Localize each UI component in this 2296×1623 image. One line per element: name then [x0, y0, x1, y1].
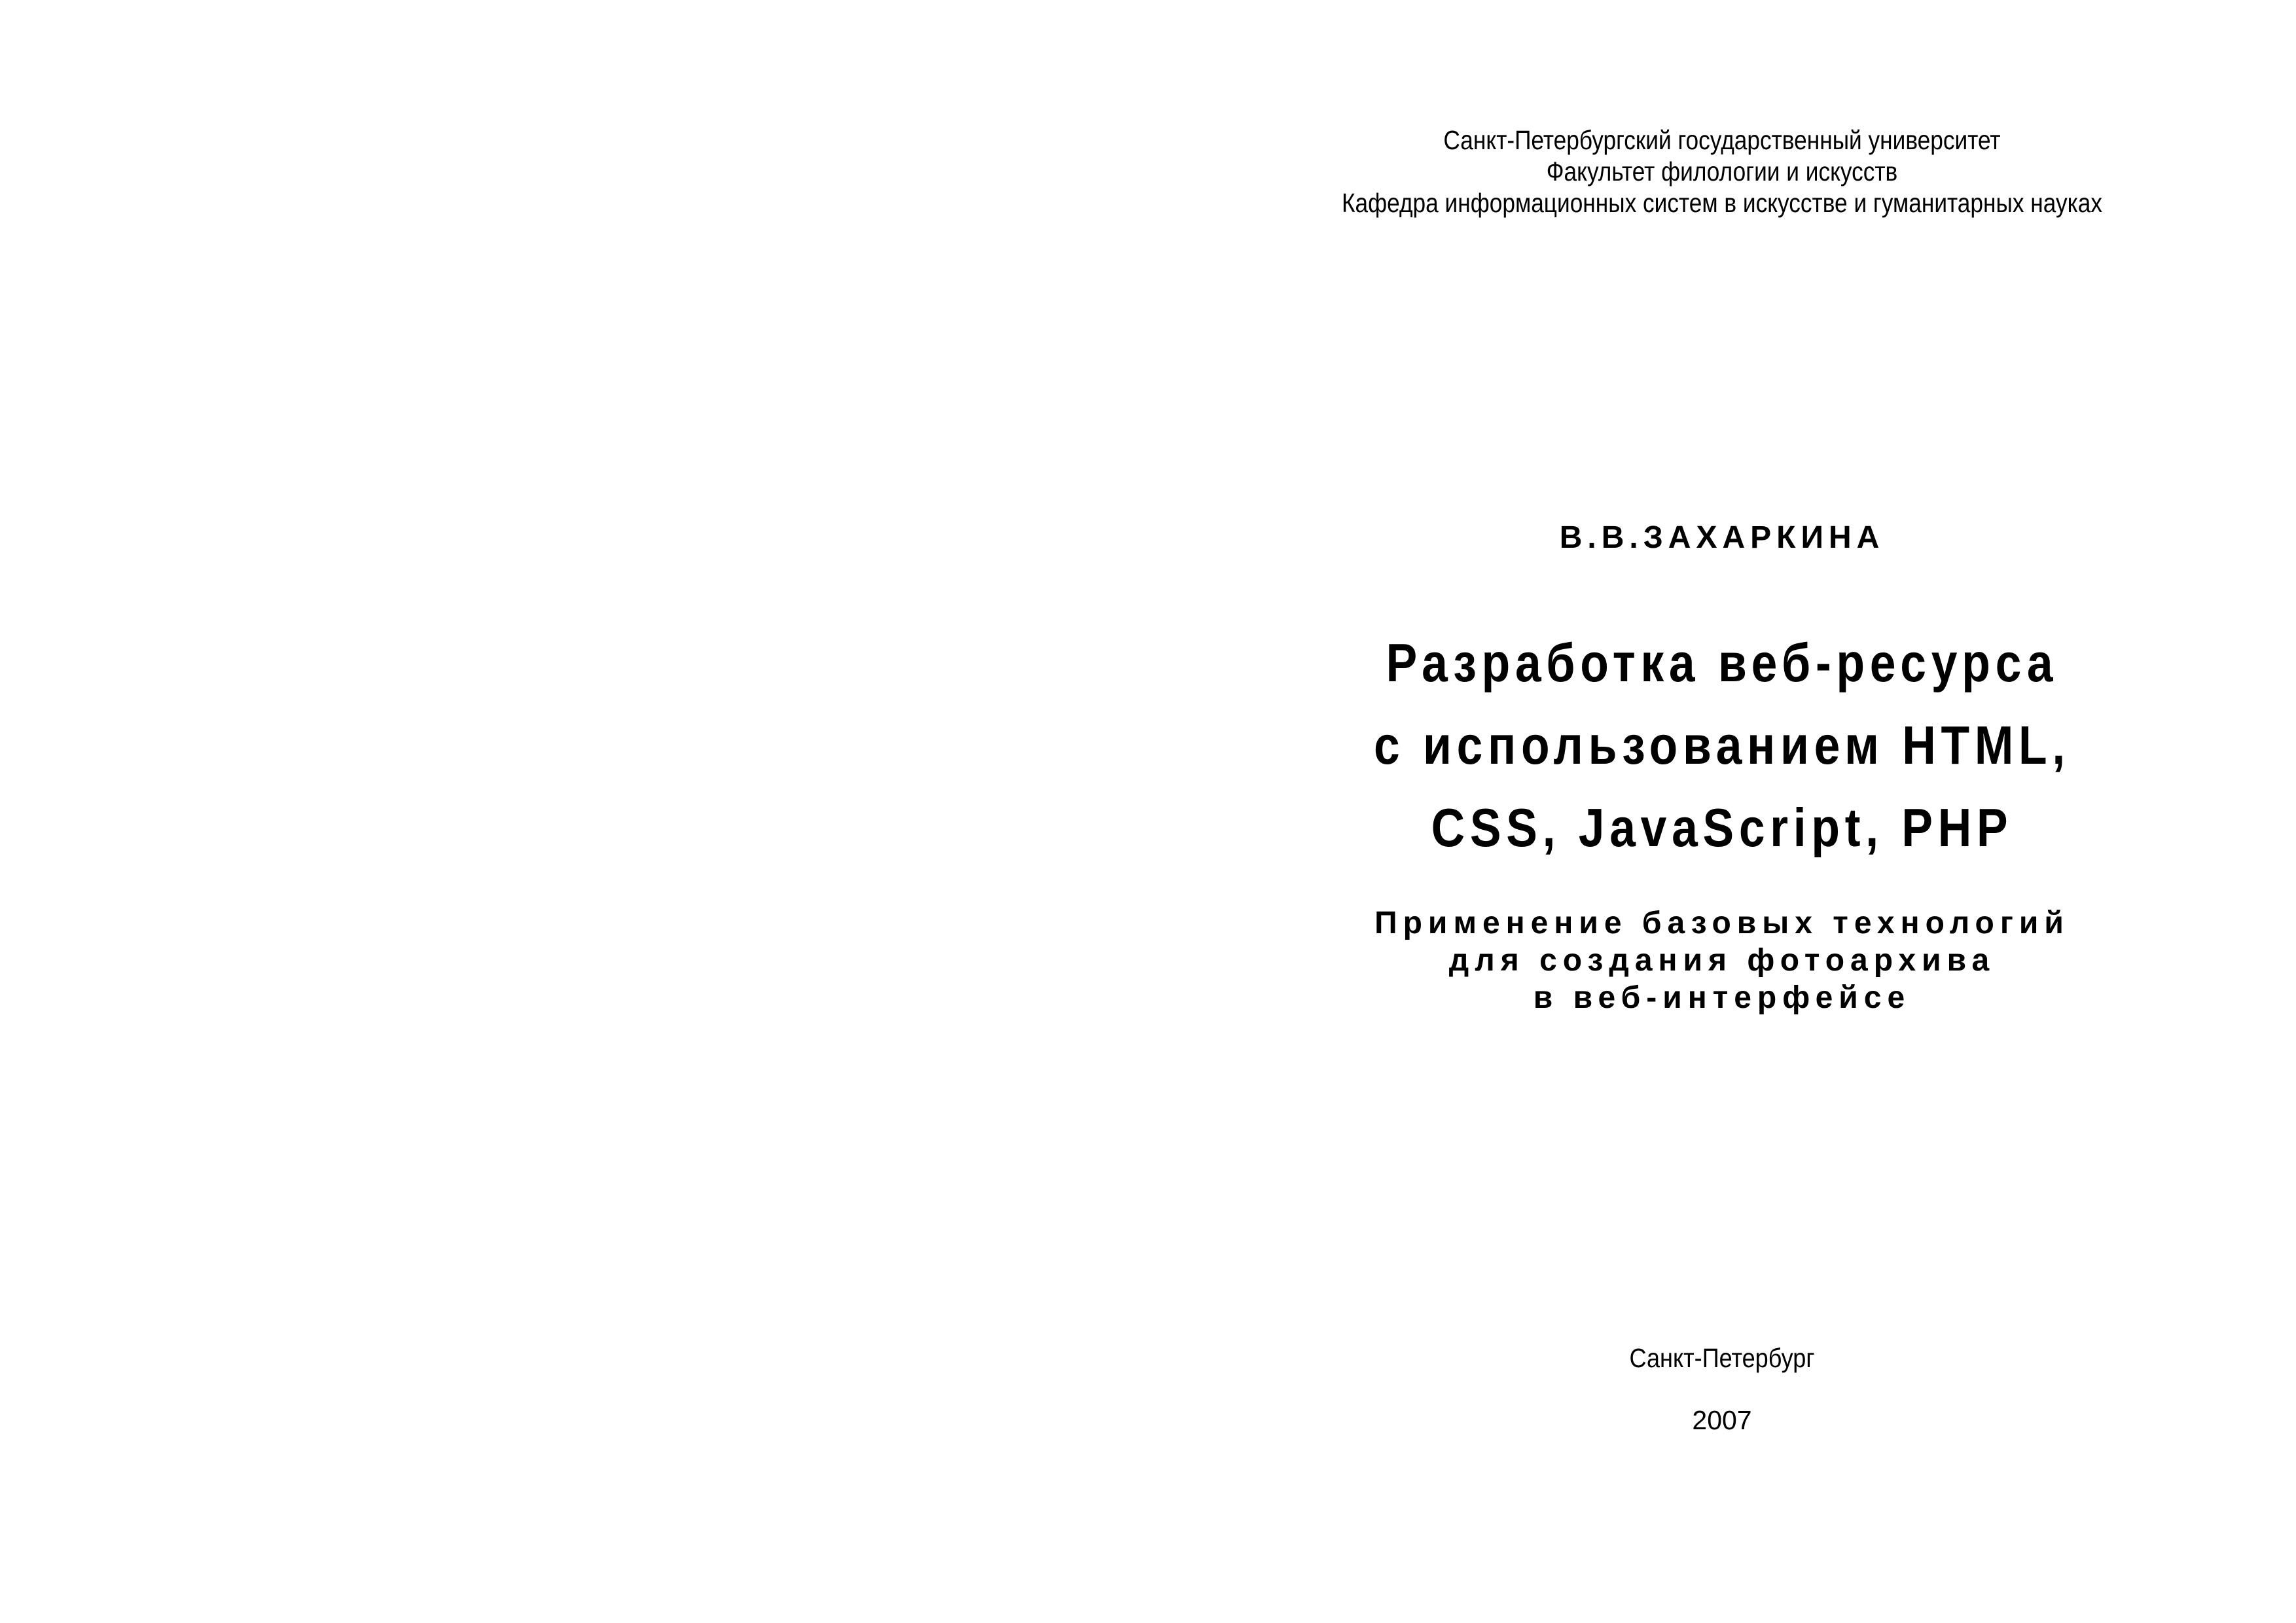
- faculty-name: Факультет филологии и искусств: [1546, 156, 1898, 187]
- title-page: [1148, 0, 2296, 1623]
- university-name: Санкт-Петербургский государственный университет: [1443, 125, 2001, 155]
- title-line-1: Разработка веб-ресурса: [1386, 632, 2058, 693]
- book-subtitle: [1148, 904, 2296, 1016]
- title-line-3: CSS, JavaScript, PHP: [1431, 797, 2013, 858]
- author-name: В.В.ЗАХАРКИНА: [1559, 520, 1885, 555]
- subtitle-line-3: в веб-интерфейсе: [1533, 980, 1911, 1015]
- book-title: [1148, 622, 2296, 869]
- publication-year: 2007: [1692, 1405, 1752, 1435]
- publication-city: Санкт-Петербург: [1629, 1343, 1815, 1373]
- subtitle-line-1: Применение базовых технологий: [1374, 906, 2070, 940]
- department-name: Кафедра информационных систем в искусстве и гуманитарных науках: [1341, 188, 2103, 218]
- subtitle-line-2: для создания фотоархива: [1448, 943, 1996, 978]
- title-line-2: с использованием HTML,: [1374, 715, 2070, 776]
- institution-block: [1148, 124, 2296, 219]
